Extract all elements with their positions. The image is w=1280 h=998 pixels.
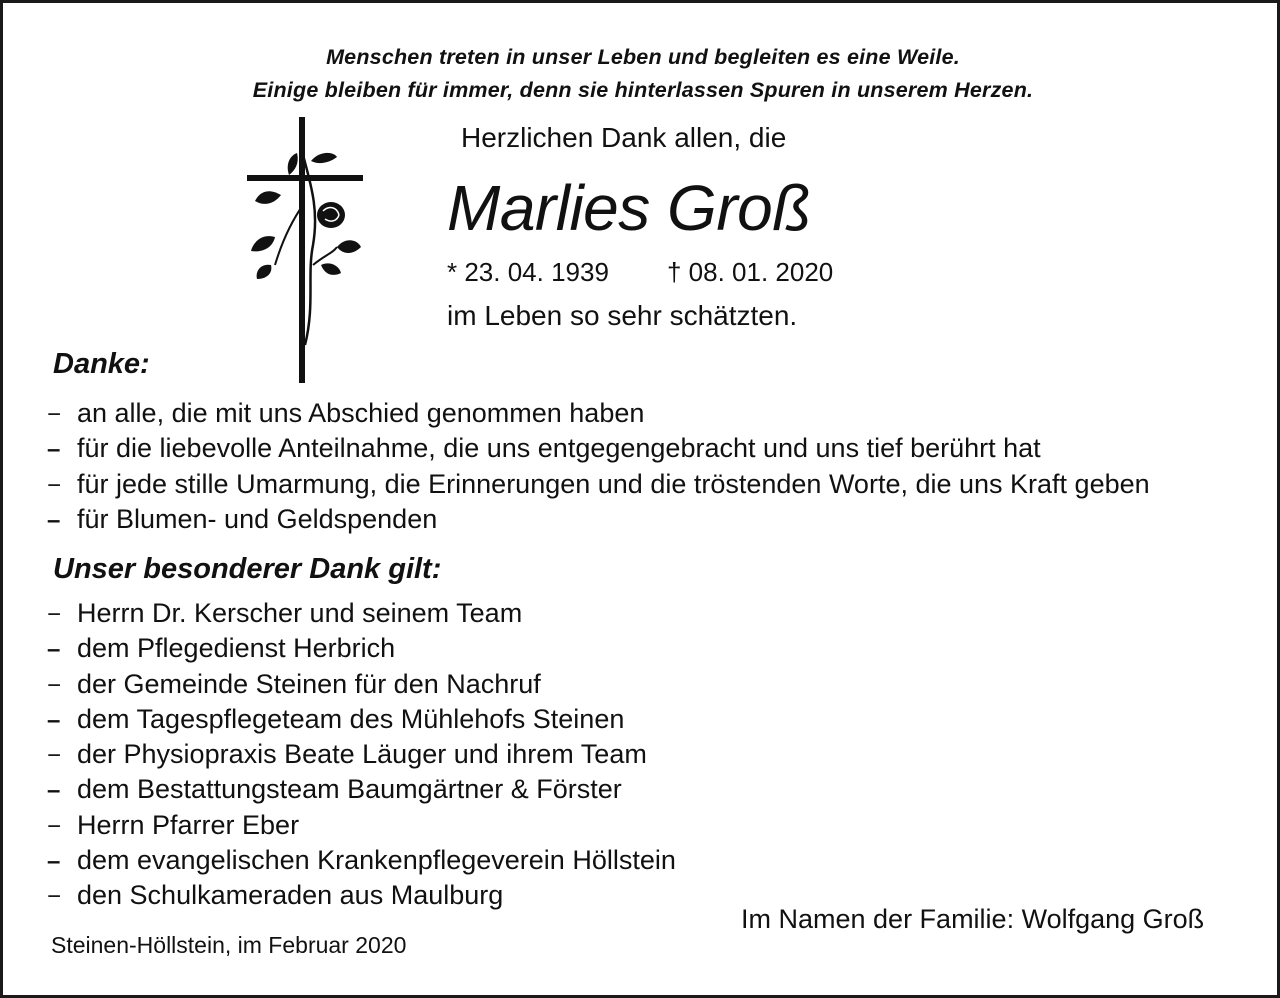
deceased-name: Marlies Groß bbox=[447, 172, 811, 244]
list-item-text: für Blumen- und Geldspenden bbox=[77, 503, 438, 534]
list-item bbox=[47, 502, 1150, 537]
list-item bbox=[47, 878, 676, 913]
death-date: † 08. 01. 2020 bbox=[667, 257, 834, 287]
list-item bbox=[47, 772, 676, 807]
quote-line-1: Menschen treten in unser Leben und begleiten es eine Weile. bbox=[326, 45, 960, 69]
signature: Im Namen der Familie: Wolfgang Groß bbox=[741, 904, 1205, 934]
birth-date: * 23. 04. 1939 bbox=[447, 257, 609, 287]
list-item-text: dem Bestattungsteam Baumgärtner & Förster bbox=[77, 774, 622, 805]
list-item-text: dem evangelischen Krankenpflegeverein Höllstein bbox=[77, 845, 676, 876]
dash-icon: − bbox=[47, 601, 62, 628]
dash-icon: − bbox=[47, 742, 62, 770]
list-item bbox=[47, 467, 1150, 502]
special-thanks-heading: Unser besonderer Dank gilt: bbox=[53, 553, 442, 585]
dash-icon: – bbox=[47, 506, 61, 534]
dash-icon: – bbox=[47, 777, 61, 805]
list-item bbox=[47, 843, 676, 878]
list-item-text: der Gemeinde Steinen für den Nachruf bbox=[77, 668, 541, 699]
list-item bbox=[47, 737, 676, 772]
list-item-text: dem Pflegedienst Herbrich bbox=[77, 633, 396, 664]
quote-line-2: Einige bleiben für immer, denn sie hinterlassen Spuren in unserem Herzen. bbox=[252, 78, 1034, 102]
place-date: Steinen-Höllstein, im Februar 2020 bbox=[51, 932, 407, 958]
list-item-text: für jede stille Umarmung, die Erinnerungen und die tröstenden Worte, die uns Kraft geben bbox=[77, 468, 1150, 499]
list-item-text: Herrn Dr. Kerscher und seinem Team bbox=[77, 598, 523, 628]
thanks-list bbox=[47, 396, 1150, 537]
dash-icon: – bbox=[47, 848, 61, 876]
list-item bbox=[47, 667, 676, 702]
dash-icon: – bbox=[47, 636, 61, 664]
dash-icon: − bbox=[47, 471, 62, 499]
valued-line: im Leben so sehr schätzten. bbox=[447, 300, 798, 331]
list-item-text: der Physiopraxis Beate Läuger und ihrem Team bbox=[77, 739, 647, 770]
dash-icon: − bbox=[47, 671, 62, 699]
list-item bbox=[47, 702, 676, 737]
cross-with-rose-icon bbox=[241, 115, 371, 387]
thanks-intro: Herzlichen Dank allen, die bbox=[461, 122, 787, 153]
list-item-text: für die liebevolle Anteilnahme, die uns entgegengebracht und uns tief berührt hat bbox=[77, 433, 1041, 464]
list-item bbox=[47, 396, 1150, 431]
list-item bbox=[47, 631, 676, 666]
dash-icon: − bbox=[47, 401, 62, 428]
list-item-text: an alle, die mit uns Abschied genommen haben bbox=[77, 398, 645, 428]
list-item-text: dem Tagespflegeteam des Mühlehofs Steinen bbox=[77, 703, 625, 734]
thanks-heading: Danke: bbox=[53, 348, 150, 380]
dash-icon: – bbox=[47, 706, 61, 734]
list-item bbox=[47, 596, 676, 631]
list-item-text: den Schulkameraden aus Maulburg bbox=[77, 880, 504, 911]
list-item bbox=[47, 431, 1150, 466]
special-thanks-list bbox=[47, 596, 676, 914]
dash-icon: − bbox=[47, 812, 62, 840]
dash-icon: − bbox=[47, 883, 62, 911]
dash-icon: – bbox=[47, 436, 61, 464]
list-item bbox=[47, 808, 676, 843]
list-item-text: Herrn Pfarrer Eber bbox=[77, 809, 300, 840]
